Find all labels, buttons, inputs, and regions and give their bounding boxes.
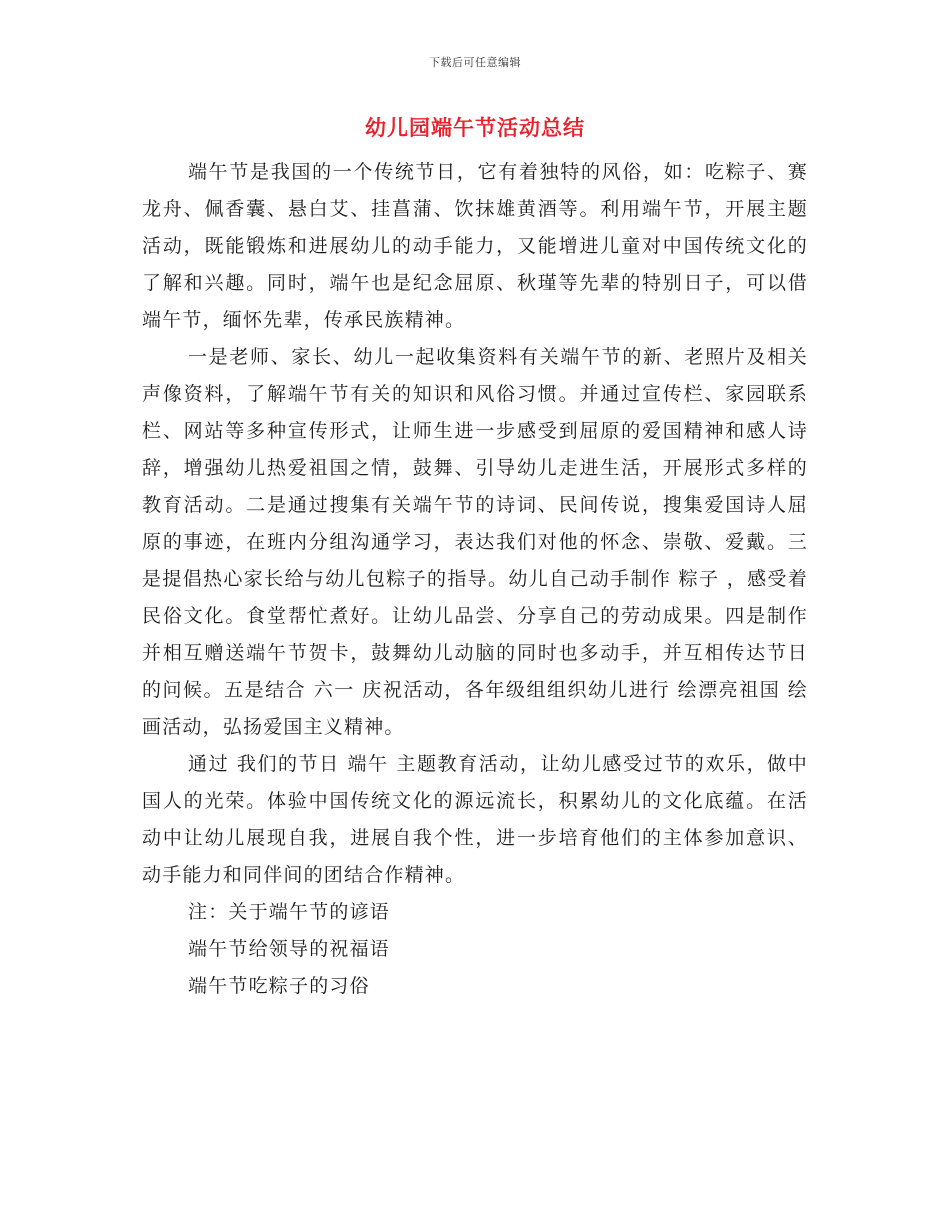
paragraph-conclusion: 通过 我们的节日 端午 主题教育活动，让幼儿感受过节的欢乐，做中国人的光荣。体验中国传统文化的源远流长，积累幼儿的文化底蕴。在活动中让幼儿展现自我，进展自我个性，进一步培育他们的主体参加意识、动手能力和同伴间的团结合作精神。	[142, 753, 808, 886]
page-header-note: 下载后可任意编辑	[429, 56, 521, 69]
note-proverbs: 注：关于端午节的谚语	[188, 901, 391, 923]
document-body	[142, 154, 808, 1005]
paragraph-intro: 端午节是我国的一个传统节日，它有着独特的风俗，如：吃粽子、赛龙舟、佩香囊、悬白艾、挂菖蒲、饮抹雄黄酒等。利用端午节，开展主题活动，既能锻炼和进展幼儿的动手能力，又能增进儿童对中国传统文化的了解和兴趣。同时，端午也是纪念屈原、秋瑾等先辈的特别日子，可以借端午节，缅怀先辈，传承民族精神。	[142, 161, 808, 331]
paragraph-activities: 一是老师、家长、幼儿一起收集资料有关端午节的新、老照片及相关声像资料，了解端午节有关的知识和风俗习惯。并通过宣传栏、家园联系栏、网站等多种宣传形式，让师生进一步感受到屈原的爱国精神和感人诗辞，增强幼儿热爱祖国之情，鼓舞、引导幼儿走进生活，开展形式多样的教育活动。二是通过搜集有关端午节的诗词、民间传说，搜集爱国诗人屈原的事迹，在班内分组沟通学习，表达我们对他的怀念、崇敬、爱戴。三是提倡热心家长给与幼儿包粽子的指导。幼儿自己动手制作 粽子 ，感受着民俗文化。食堂帮忙煮好。让幼儿品尝、分享自己的劳动成果。四是制作并相互赠送端午节贺卡，鼓舞幼儿动脑的同时也多动手，并互相传达节日的问候。五是结合 六一 庆祝活动，各年级组组织幼儿进行 绘漂亮祖国 绘画活动，弘扬爱国主义精神。	[142, 346, 808, 738]
note-blessings: 端午节给领导的祝福语	[188, 938, 391, 960]
document-title: 幼儿园端午节活动总结	[365, 116, 585, 140]
note-customs: 端午节吃粽子的习俗	[188, 975, 370, 997]
